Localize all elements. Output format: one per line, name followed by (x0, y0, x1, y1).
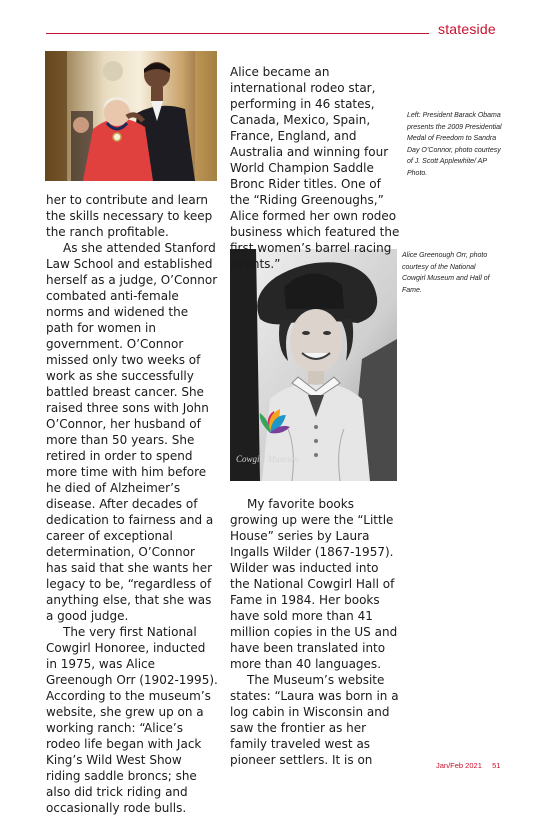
cowgirl-museum-watermark: Cowgirl Museum (236, 454, 299, 464)
obama-oconnor-photo (45, 51, 217, 181)
section-label: stateside (438, 21, 496, 37)
alice-orr-photo (230, 249, 397, 481)
page-number: 51 (492, 761, 501, 770)
col2-paragraph-3: The Museum’s website states: “Laura was born in a log cabin in Wisconsin and saw the frontier as her family traveled west as pioneer settlers. It is on (230, 673, 399, 767)
orr-photo-caption: Alice Greenough Orr, photo courtesy of the National Cowgirl Museum and Hall of Fame. (402, 252, 490, 294)
article-column-2-top (230, 64, 402, 272)
col1-paragraph-1: her to contribute and learn the skills necessary to keep the ranch profitable. (46, 193, 213, 239)
header-rule (46, 33, 429, 34)
col2-paragraph-1: Alice became an international rodeo star, performing in 46 states, Canada, Mexico, Spain, France, England, and Australia and winning four World Champion Saddle Bronc Rider titles. One of the “Riding Greenoughs,” Alice formed her own rodeo business which featured the first women’s barrel racing events.” (230, 65, 400, 271)
issue-date: Jan/Feb 2021 (436, 761, 482, 770)
col1-paragraph-3: The very first National Cowgirl Honoree, inducted in 1975, was Alice Greenough Orr (1902-1995). According to the museum’s website, she grew up on a working ranch: “Alice’s rodeo life began with Jack King’s Wild West Show riding saddle broncs; she also did trick riding and occasionally rode bulls. (46, 625, 218, 815)
col2-paragraph-2: My favorite books growing up were the “Little House” series by Laura Ingalls Wilder (1867-1957). Wilder was inducted into the National Cowgirl Hall of Fame in 1984. Her books have sold more than 41 million copies in the US and have been translated into more than 40 languages. (230, 497, 398, 671)
article-column-1 (46, 192, 218, 816)
col1-paragraph-2: As she attended Stanford Law School and established herself as a judge, O’Connor combated anti-female norms and widened the path for women in government. O’Connor missed only two weeks of work as she successfully battled breast cancer. She raised three sons with John O’Connor, her husband of more than 50 years. She retired in order to spend more time with him before he died of Alzheimer’s disease. After decades of dedication to fairness and a career of exceptional determination, O’Connor has said that she wants her legacy to be, “regardless of anything else, that she was a good judge. (46, 241, 218, 623)
obama-photo-caption: Left: President Barack Obama presents the 2009 Presidential Medal of Freedom to Sandra Day O’Connor, photo courtesy of J. Scott Applewhite/ AP Photo. (407, 112, 502, 177)
page-footer (436, 761, 500, 770)
article-column-2-bottom (230, 496, 402, 768)
